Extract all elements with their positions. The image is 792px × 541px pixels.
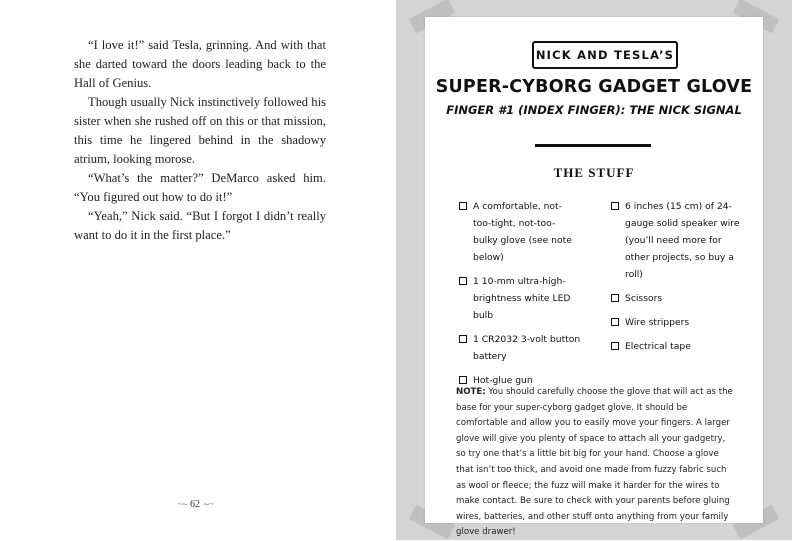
squiggle-ornament-icon: ~∼	[177, 499, 188, 509]
list-item-label: Hot-glue gun	[473, 375, 533, 386]
list-item-label: 1 CR2032 3-volt button battery	[473, 334, 581, 362]
list-item-label: 6 inches (15 cm) of 24-gauge solid speaker wire (you’ll need more for other projects, so buy a roll)	[625, 201, 740, 280]
supply-list-left	[459, 198, 609, 389]
note-paragraph	[456, 385, 736, 541]
page-number: 62	[190, 499, 200, 510]
paragraph: “Yeah,” Nick said. “But I forgot I didn’t really want to do it in the first place.”	[74, 209, 326, 242]
checkbox-icon	[459, 202, 467, 210]
supply-list-right	[611, 198, 751, 355]
note-text: You should carefully choose the glove that will act as the base for your super-cyborg gadget glove. It should be comfortable and allow you to easily move your fingers. A larger glove will give you plenty of space to attach all your gadgetry, so try one that’s a little bit big for your hand. Choose a glove that isn’t too thick, and avoid one made from fuzzy fabric such as wool or fleece; the fuzz will make it harder for the wires to make contact. Be sure to check with your parents before gluing wires, batteries, and other stuff onto anything from your family glove drawer!	[456, 387, 733, 538]
right-page	[396, 0, 792, 540]
list-item-label: A comfortable, not-too-tight, not-too-bulky glove (see note below)	[473, 201, 572, 263]
list-item	[611, 290, 751, 307]
project-title: SUPER-CYBORG GADGET GLOVE	[435, 77, 753, 97]
checkbox-icon	[611, 342, 619, 350]
list-item	[611, 314, 751, 331]
checkbox-icon	[459, 376, 467, 384]
checkbox-icon	[459, 335, 467, 343]
list-item-label: 1 10-mm ultra-high-brightness white LED bulb	[473, 276, 571, 321]
list-item	[459, 198, 577, 266]
series-banner: NICK AND TESLA’S	[532, 41, 678, 69]
squiggle-ornament-icon: ∼~	[202, 499, 213, 509]
paragraph: “I love it!” said Tesla, grinning. And with that she darted toward the doors leading back to the Hall of Genius.	[74, 38, 326, 90]
paragraph: Though usually Nick instinctively followed his sister when she rushed off on this or that mission, this time he lingered behind in the shadowy atrium, looking morose.	[74, 95, 326, 166]
list-item	[611, 198, 743, 283]
divider	[535, 144, 651, 147]
list-item-label: Electrical tape	[625, 341, 691, 352]
list-item	[611, 338, 751, 355]
checkbox-icon	[611, 318, 619, 326]
list-item-label: Scissors	[625, 293, 663, 304]
page-number-footer	[160, 499, 230, 510]
note-label: NOTE:	[456, 387, 486, 397]
section-heading: THE STUFF	[553, 165, 635, 180]
list-item	[459, 331, 581, 365]
checkbox-icon	[459, 277, 467, 285]
paragraph: “What’s the matter?” DeMarco asked him. “You figured out how to do it!”	[74, 171, 326, 204]
project-subtitle: FINGER #1 (INDEX FINGER): THE NICK SIGNAL	[446, 103, 742, 117]
checkbox-icon	[611, 202, 619, 210]
list-item	[459, 273, 577, 324]
list-item-label: Wire strippers	[625, 317, 690, 328]
story-text	[74, 36, 326, 245]
project-card	[425, 17, 763, 538]
left-page	[0, 0, 396, 540]
checkbox-icon	[611, 294, 619, 302]
